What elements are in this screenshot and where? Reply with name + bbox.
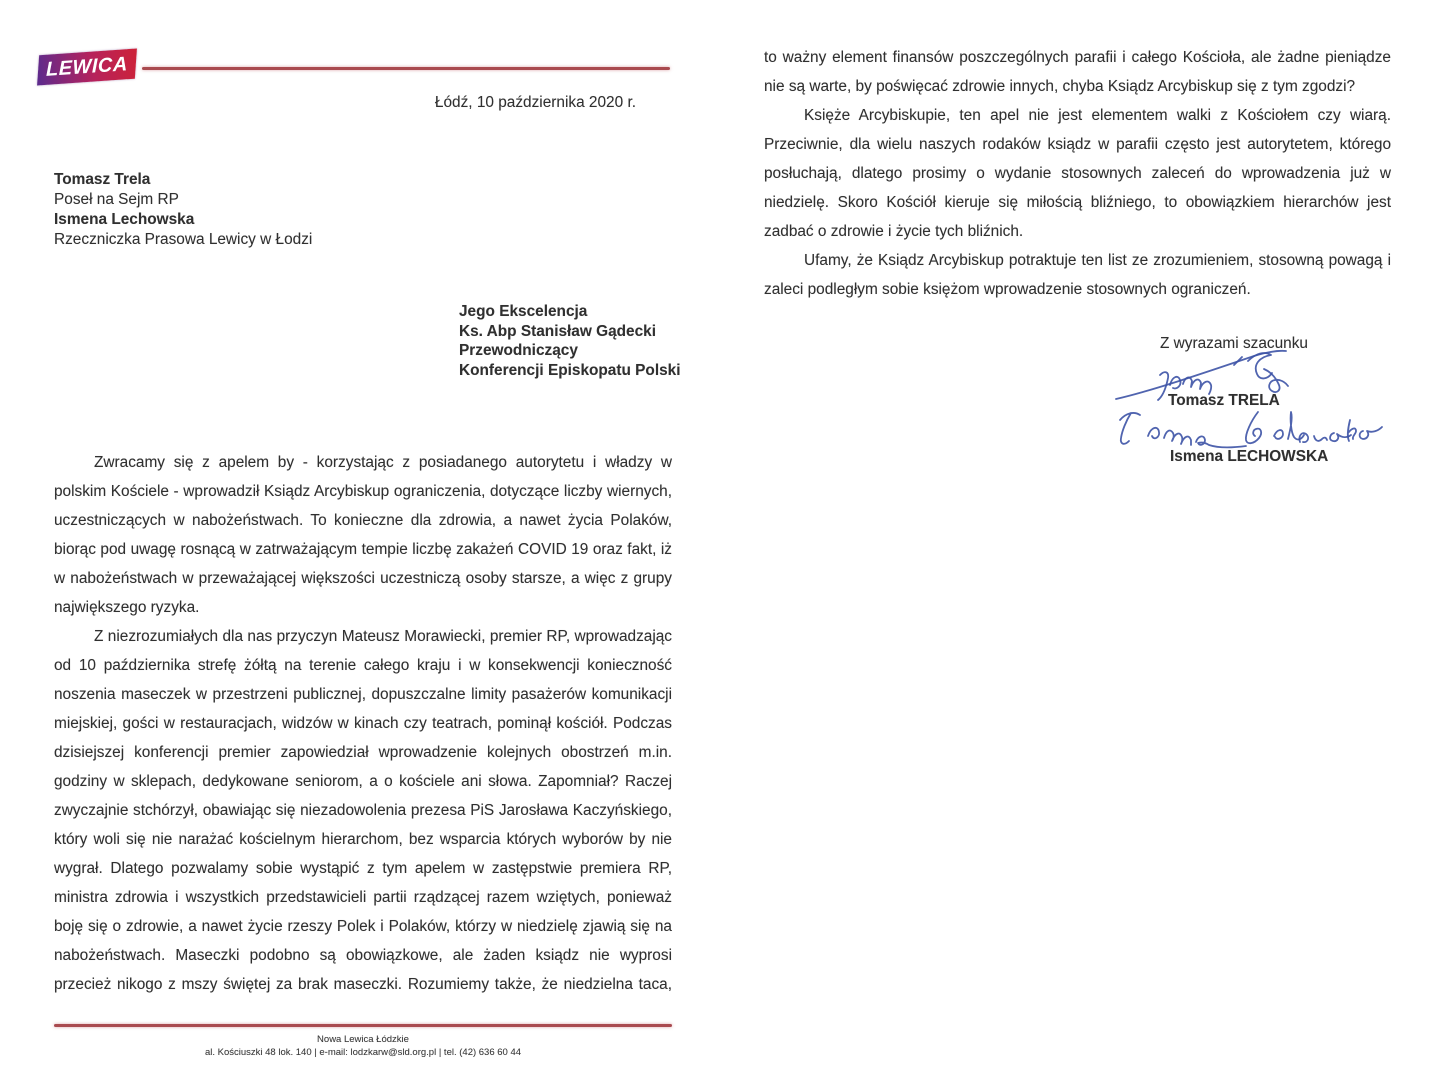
date-line: Łódź, 10 października 2020 r. [434, 94, 636, 111]
letter-body-page2 [764, 43, 1391, 304]
footer-block [54, 1033, 672, 1059]
recipient-block [459, 302, 681, 380]
header-rule [142, 67, 670, 70]
signatory-name-1: Tomasz TRELA [1168, 392, 1280, 409]
sender-name-1: Tomasz Trela [54, 171, 151, 188]
sender-title-2: Rzeczniczka Prasowa Lewicy w Łodzi [54, 231, 313, 248]
footer-rule [54, 1024, 672, 1027]
recipient-line-4: Konferencji Episkopatu Polski [459, 361, 681, 379]
paragraph-2: Z niezrozumiałych dla nas przyczyn Mateusz Morawiecki, premier RP, wprowadzając od 10 października strefę żółtą na terenie całego kraju i w konsekwencji konieczność noszenia maseczek w przestrzeni publicznej, dopuszczalne limity pasażerów komunikacji miejskiej, gości w restauracjach, widzów w kinach czy teatrach, pominął kościół. Podczas dzisiejszej konferencji premier zapowiedział wprowadzenie kolejnych obostrzeń m.in. godziny w sklepach, dedykowane seniorom, a o kościele ani słowa. Zapomniał? Raczej zwyczajnie stchórzył, obawiając się niezadowolenia prezesa PiS Jarosława Kaczyńskiego, który woli się nie narażać kościelnym hierarchom, bez wsparcia których wyborów by nie wygrał. Dlatego pozwalamy sobie wystąpić z tym apelem w zastępstwie premiera RP, ministra zdrowia i wszystkich przedstawicieli partii rządzącej razem wziętych, ponieważ boję się o zdrowie, a nawet życie rzeszy Polek i Polaków, którzy w niedzielę zjawią się na nabożeństwach. Maseczki podobno są obowiązkowe, ale żaden ksiądz nie wyprosi przecież nikogo z mszy świętej za brak maseczki. Rozumiemy także, że niedzielna taca, [54, 628, 672, 993]
paragraph-4: Księże Arcybiskupie, ten apel nie jest elementem walki z Kościołem czy wiarą. Przeciwnie, dla wielu naszych rodaków ksiądz w parafii często jest autorytetem, którego posłuchają, dlatego prosimy o wydanie stosownych zaleceń do wprowadzenia już w niedzielę. Skoro Kościół kieruje się miłością bliźniego, to obowiązkiem hierarchów jest zadbać o zdrowie i życie tych bliźnich. [764, 107, 1391, 240]
lewica-logo-text: LEWICA [46, 52, 128, 81]
letter-body-page1 [54, 448, 672, 999]
footer-org-name: Nowa Lewica Łódzkie [317, 1034, 409, 1045]
lewica-logo [37, 48, 137, 85]
sender-title-1: Poseł na Sejm RP [54, 191, 179, 208]
paragraph-5: Ufamy, że Ksiądz Arcybiskup potraktuje ten list ze zrozumieniem, stosowną powagą i zaleci podległym sobie księżom wprowadzenie stosownych ograniczeń. [764, 252, 1391, 298]
footer-contact-line: al. Kościuszki 48 lok. 140 | e-mail: lodzkarw@sld.org.pl | tel. (42) 636 60 44 [204, 1047, 522, 1058]
sender-block [54, 170, 312, 250]
paragraph-3: to ważny element finansów poszczególnych parafii i całego Kościoła, ale żadne pieniądze nie są warte, by poświęcać zdrowie innych, chyba Ksiądz Arcybiskup się z tym zgodzi? [764, 49, 1391, 95]
sender-name-2: Ismena Lechowska [54, 211, 195, 228]
closing-salutation: Z wyrazami szacunku [1160, 335, 1308, 352]
paragraph-1: Zwracamy się z apelem by - korzystając z posiadanego autorytetu i władzy w polskim Kościele - wprowadził Ksiądz Arcybiskup ograniczenia, dotyczące liczby wiernych, uczestniczących w nabożeństwach. To konieczne dla zdrowia, a nawet życia Polaków, biorąc pod uwagę rosnącą w zatrważającym tempie liczbę zakażeń COVID 19 oraz fakt, iż w nabożeństwach w przeważającej większości uczestniczą osoby starsze, a więc z grupy największego ryzyka. [54, 454, 672, 616]
signatory-name-2: Ismena LECHOWSKA [1170, 448, 1329, 465]
recipient-line-2: Ks. Abp Stanisław Gądecki [459, 322, 657, 340]
recipient-line-3: Przewodniczący [459, 342, 578, 359]
recipient-line-1: Jego Ekscelencja [459, 303, 588, 320]
